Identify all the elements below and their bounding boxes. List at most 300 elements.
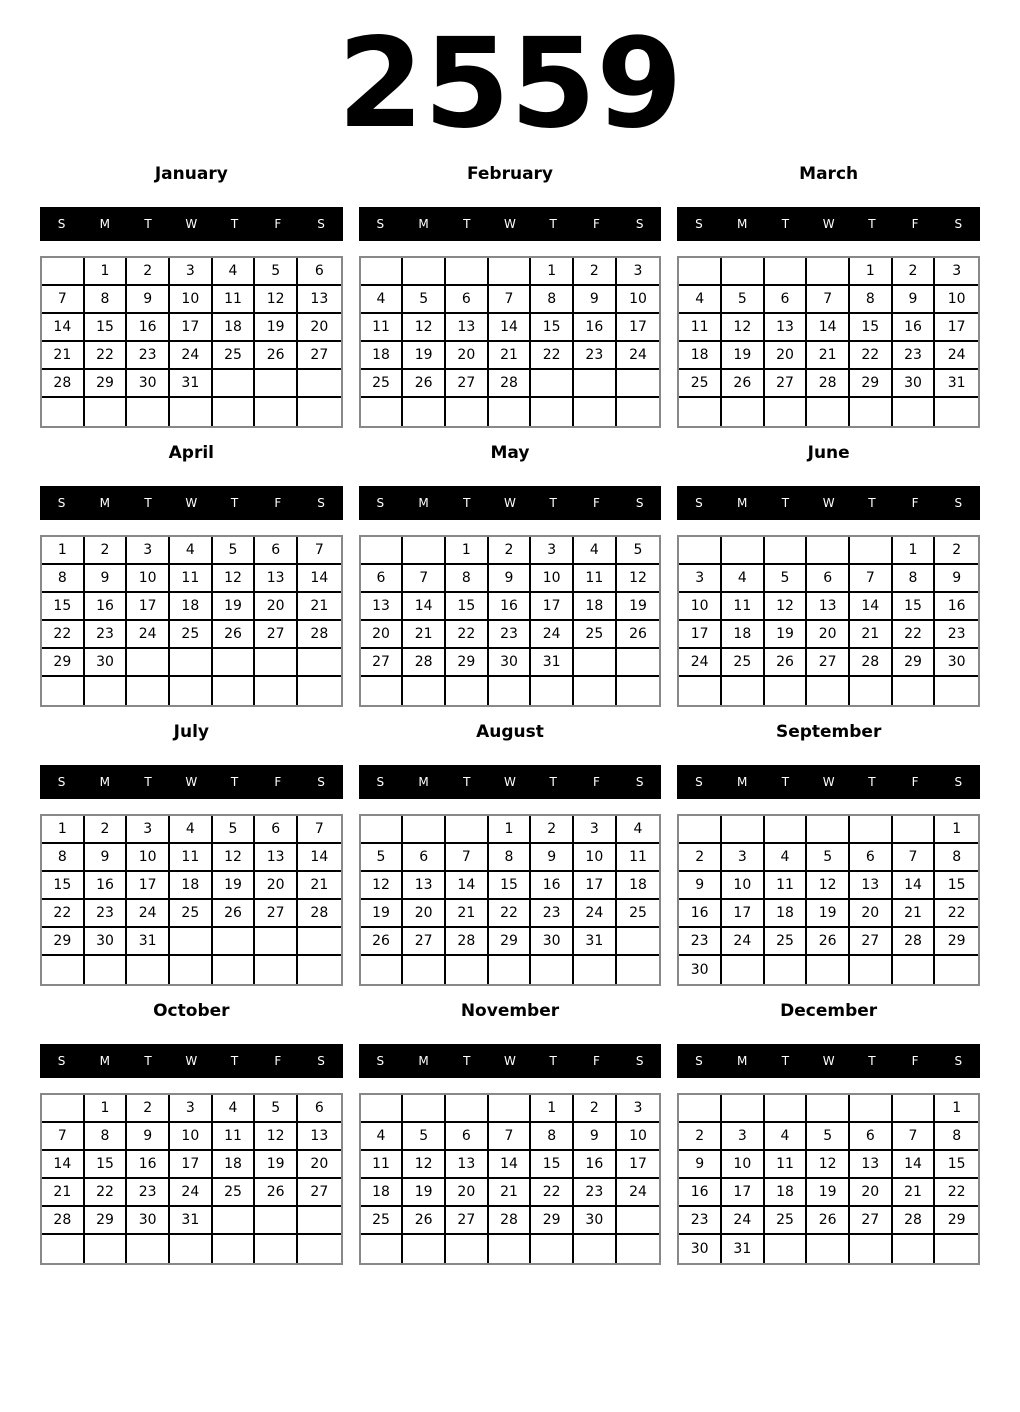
day-cell: 6: [850, 844, 893, 872]
empty-day-cell: [298, 1207, 341, 1235]
day-cell: 24: [617, 342, 660, 370]
empty-day-cell: [807, 537, 850, 565]
day-cell: 15: [85, 314, 128, 342]
day-cell: 5: [807, 1123, 850, 1151]
empty-day-cell: [170, 956, 213, 984]
empty-day-cell: [170, 1235, 213, 1263]
day-cell: 19: [213, 593, 256, 621]
empty-day-cell: [765, 956, 808, 984]
day-cell: 15: [531, 314, 574, 342]
empty-day-cell: [361, 1095, 404, 1123]
day-cell: 29: [935, 928, 978, 956]
empty-day-cell: [807, 258, 850, 286]
empty-day-cell: [617, 956, 660, 984]
day-cell: 26: [807, 1207, 850, 1235]
empty-day-cell: [170, 928, 213, 956]
empty-day-cell: [361, 537, 404, 565]
day-cell: 12: [403, 1151, 446, 1179]
day-cell: 23: [85, 621, 128, 649]
empty-day-cell: [531, 956, 574, 984]
weekday-label: W: [185, 1054, 198, 1068]
day-cell: 16: [893, 314, 936, 342]
day-cell: 1: [531, 1095, 574, 1123]
empty-day-cell: [679, 1095, 722, 1123]
day-cell: 14: [446, 872, 489, 900]
empty-day-cell: [807, 816, 850, 844]
weekday-label: T: [868, 217, 876, 231]
day-cell: 14: [298, 844, 341, 872]
weekday-label: T: [549, 217, 557, 231]
empty-day-cell: [361, 258, 404, 286]
day-cell: 27: [807, 649, 850, 677]
weekday-header: [40, 765, 343, 799]
day-cell: 24: [127, 900, 170, 928]
weekday-label: S: [954, 496, 963, 510]
weekday-label: T: [230, 496, 239, 510]
day-cell: 12: [722, 314, 765, 342]
day-cell: 4: [574, 537, 617, 565]
day-cell: 16: [127, 1151, 170, 1179]
day-cell: 8: [42, 844, 85, 872]
weekday-label: F: [911, 1054, 919, 1068]
weekday-header: [40, 207, 343, 241]
empty-day-cell: [617, 370, 660, 398]
day-cell: 7: [446, 844, 489, 872]
weekday-label: W: [504, 1054, 516, 1068]
day-cell: 17: [170, 314, 213, 342]
day-cell: 13: [850, 872, 893, 900]
month-block: [40, 721, 343, 986]
empty-day-cell: [893, 1235, 936, 1263]
day-cell: 5: [213, 816, 256, 844]
weekday-label: M: [99, 775, 111, 789]
day-cell: 1: [893, 537, 936, 565]
weekday-label: T: [463, 496, 471, 510]
day-cell: 5: [361, 844, 404, 872]
day-cell: 26: [765, 649, 808, 677]
weekday-label: T: [463, 775, 471, 789]
day-cell: 8: [935, 1123, 978, 1151]
day-cell: 6: [255, 537, 298, 565]
day-cell: 9: [85, 844, 128, 872]
empty-day-cell: [679, 816, 722, 844]
weekday-label: S: [57, 1054, 66, 1068]
empty-day-cell: [127, 1235, 170, 1263]
day-cell: 9: [531, 844, 574, 872]
day-cell: 1: [935, 816, 978, 844]
empty-day-cell: [574, 649, 617, 677]
empty-day-cell: [489, 258, 532, 286]
weekday-label: T: [549, 775, 557, 789]
empty-day-cell: [446, 816, 489, 844]
empty-day-cell: [403, 816, 446, 844]
month-body: [359, 256, 662, 428]
weekday-label: T: [463, 1054, 471, 1068]
day-cell: 23: [935, 621, 978, 649]
day-cell: 3: [679, 565, 722, 593]
weekday-label: M: [99, 217, 111, 231]
weekday-label: S: [954, 217, 963, 231]
day-cell: 6: [361, 565, 404, 593]
day-cell: 3: [170, 1095, 213, 1123]
day-cell: 29: [42, 928, 85, 956]
weekday-label: T: [781, 496, 790, 510]
day-cell: 16: [85, 872, 128, 900]
day-cell: 11: [765, 1151, 808, 1179]
day-cell: 20: [446, 342, 489, 370]
day-cell: 19: [617, 593, 660, 621]
day-cell: 28: [489, 370, 532, 398]
empty-day-cell: [255, 370, 298, 398]
day-cell: 30: [85, 928, 128, 956]
day-cell: 27: [850, 1207, 893, 1235]
day-cell: 14: [850, 593, 893, 621]
empty-day-cell: [255, 928, 298, 956]
weekday-label: S: [317, 1054, 325, 1068]
empty-day-cell: [617, 398, 660, 426]
day-cell: 24: [617, 1179, 660, 1207]
empty-day-cell: [807, 1095, 850, 1123]
day-cell: 21: [42, 342, 85, 370]
empty-day-cell: [298, 370, 341, 398]
empty-day-cell: [765, 398, 808, 426]
day-cell: 9: [679, 1151, 722, 1179]
weekday-label: M: [418, 496, 429, 510]
day-cell: 29: [489, 928, 532, 956]
month-block: [677, 163, 980, 428]
weekday-header: [677, 486, 980, 520]
empty-day-cell: [127, 956, 170, 984]
weekday-label: S: [317, 496, 325, 510]
empty-day-cell: [722, 816, 765, 844]
day-cell: 24: [722, 1207, 765, 1235]
empty-day-cell: [617, 1207, 660, 1235]
day-cell: 3: [935, 258, 978, 286]
day-cell: 17: [617, 314, 660, 342]
day-cell: 30: [935, 649, 978, 677]
weekday-label: S: [317, 775, 325, 789]
weekday-label: S: [376, 1054, 385, 1068]
weekday-label: S: [57, 496, 66, 510]
empty-day-cell: [893, 398, 936, 426]
weekday-label: M: [99, 496, 111, 510]
empty-day-cell: [850, 1235, 893, 1263]
month-body: [677, 814, 980, 986]
empty-day-cell: [679, 677, 722, 705]
empty-day-cell: [403, 398, 446, 426]
day-cell: 26: [807, 928, 850, 956]
empty-day-cell: [765, 816, 808, 844]
weekday-label: S: [695, 496, 703, 510]
day-cell: 25: [361, 1207, 404, 1235]
day-cell: 18: [213, 314, 256, 342]
weekday-label: T: [781, 775, 790, 789]
empty-day-cell: [679, 258, 722, 286]
day-cell: 31: [531, 649, 574, 677]
day-cell: 18: [170, 593, 213, 621]
day-cell: 15: [85, 1151, 128, 1179]
weekday-label: W: [185, 775, 198, 789]
day-cell: 30: [127, 370, 170, 398]
weekday-label: T: [549, 1054, 557, 1068]
day-cell: 25: [170, 900, 213, 928]
empty-day-cell: [679, 537, 722, 565]
weekday-label: T: [781, 1054, 790, 1068]
empty-day-cell: [935, 677, 978, 705]
day-cell: 4: [361, 286, 404, 314]
empty-day-cell: [298, 649, 341, 677]
day-cell: 6: [850, 1123, 893, 1151]
weekday-label: F: [911, 496, 919, 510]
empty-day-cell: [574, 370, 617, 398]
day-cell: 6: [807, 565, 850, 593]
day-cell: 9: [893, 286, 936, 314]
day-cell: 3: [617, 258, 660, 286]
day-cell: 2: [893, 258, 936, 286]
day-cell: 15: [446, 593, 489, 621]
day-cell: 9: [127, 1123, 170, 1151]
day-cell: 8: [531, 1123, 574, 1151]
day-cell: 22: [531, 1179, 574, 1207]
month-block: [677, 721, 980, 986]
month-title: July: [173, 722, 209, 742]
day-cell: 23: [127, 1179, 170, 1207]
day-cell: 4: [213, 258, 256, 286]
day-cell: 13: [361, 593, 404, 621]
day-cell: 27: [255, 621, 298, 649]
day-cell: 11: [170, 565, 213, 593]
day-cell: 15: [531, 1151, 574, 1179]
day-cell: 7: [298, 816, 341, 844]
day-cell: 21: [489, 342, 532, 370]
day-cell: 10: [531, 565, 574, 593]
day-cell: 6: [298, 258, 341, 286]
weekday-label: W: [504, 217, 516, 231]
empty-day-cell: [127, 677, 170, 705]
day-cell: 7: [489, 286, 532, 314]
weekday-header: [359, 1044, 662, 1078]
empty-day-cell: [807, 956, 850, 984]
empty-day-cell: [574, 1235, 617, 1263]
weekday-label: T: [549, 496, 557, 510]
empty-day-cell: [935, 1235, 978, 1263]
month-block: [40, 1000, 343, 1265]
empty-day-cell: [722, 1095, 765, 1123]
day-cell: 22: [42, 621, 85, 649]
weekday-header: [359, 765, 662, 799]
day-cell: 25: [170, 621, 213, 649]
weekday-label: W: [822, 1054, 835, 1068]
weekday-label: S: [695, 775, 703, 789]
day-cell: 6: [298, 1095, 341, 1123]
month-title: August: [476, 722, 544, 742]
day-cell: 27: [850, 928, 893, 956]
weekday-label: M: [418, 775, 429, 789]
empty-day-cell: [531, 677, 574, 705]
empty-day-cell: [765, 1095, 808, 1123]
weekday-label: T: [144, 775, 152, 789]
day-cell: 6: [255, 816, 298, 844]
day-cell: 12: [617, 565, 660, 593]
empty-day-cell: [850, 1095, 893, 1123]
day-cell: 27: [298, 1179, 341, 1207]
day-cell: 29: [85, 370, 128, 398]
day-cell: 18: [765, 1179, 808, 1207]
empty-day-cell: [170, 398, 213, 426]
day-cell: 18: [361, 1179, 404, 1207]
day-cell: 25: [765, 928, 808, 956]
day-cell: 26: [213, 621, 256, 649]
weekday-label: M: [737, 1054, 748, 1068]
day-cell: 2: [679, 1123, 722, 1151]
empty-day-cell: [446, 258, 489, 286]
day-cell: 22: [850, 342, 893, 370]
day-cell: 24: [127, 621, 170, 649]
day-cell: 26: [617, 621, 660, 649]
weekday-header: [677, 765, 980, 799]
day-cell: 7: [403, 565, 446, 593]
empty-day-cell: [574, 677, 617, 705]
day-cell: 24: [170, 1179, 213, 1207]
empty-day-cell: [213, 1235, 256, 1263]
day-cell: 5: [403, 286, 446, 314]
day-cell: 19: [765, 621, 808, 649]
empty-day-cell: [489, 1235, 532, 1263]
weekday-label: M: [99, 1054, 111, 1068]
day-cell: 4: [765, 1123, 808, 1151]
day-cell: 18: [617, 872, 660, 900]
day-cell: 14: [893, 872, 936, 900]
day-cell: 11: [765, 872, 808, 900]
weekday-label: S: [57, 217, 66, 231]
day-cell: 21: [298, 593, 341, 621]
weekday-label: S: [376, 496, 385, 510]
empty-day-cell: [489, 956, 532, 984]
day-cell: 2: [679, 844, 722, 872]
day-cell: 22: [446, 621, 489, 649]
empty-day-cell: [531, 370, 574, 398]
empty-day-cell: [893, 956, 936, 984]
day-cell: 7: [850, 565, 893, 593]
month-title: November: [460, 1001, 560, 1021]
weekday-label: S: [954, 1054, 963, 1068]
day-cell: 19: [722, 342, 765, 370]
weekday-label: W: [822, 775, 835, 789]
day-cell: 21: [489, 1179, 532, 1207]
day-cell: 10: [617, 1123, 660, 1151]
day-cell: 29: [446, 649, 489, 677]
day-cell: 3: [722, 1123, 765, 1151]
day-cell: 12: [213, 565, 256, 593]
day-cell: 19: [403, 1179, 446, 1207]
day-cell: 29: [893, 649, 936, 677]
empty-day-cell: [42, 1095, 85, 1123]
empty-day-cell: [850, 677, 893, 705]
day-cell: 14: [893, 1151, 936, 1179]
month-title: May: [490, 443, 530, 463]
weekday-label: T: [230, 1054, 239, 1068]
day-cell: 10: [574, 844, 617, 872]
day-cell: 20: [255, 872, 298, 900]
day-cell: 21: [850, 621, 893, 649]
empty-day-cell: [935, 956, 978, 984]
month-body: [359, 1093, 662, 1265]
day-cell: 18: [361, 342, 404, 370]
day-cell: 11: [722, 593, 765, 621]
day-cell: 16: [679, 900, 722, 928]
day-cell: 20: [255, 593, 298, 621]
day-cell: 4: [170, 537, 213, 565]
day-cell: 28: [403, 649, 446, 677]
day-cell: 26: [255, 342, 298, 370]
weekday-label: T: [868, 775, 876, 789]
empty-day-cell: [403, 1095, 446, 1123]
day-cell: 15: [893, 593, 936, 621]
day-cell: 17: [722, 900, 765, 928]
day-cell: 19: [213, 872, 256, 900]
day-cell: 4: [765, 844, 808, 872]
empty-day-cell: [489, 677, 532, 705]
day-cell: 23: [85, 900, 128, 928]
day-cell: 19: [403, 342, 446, 370]
day-cell: 8: [531, 286, 574, 314]
day-cell: 2: [574, 1095, 617, 1123]
day-cell: 11: [361, 314, 404, 342]
day-cell: 6: [403, 844, 446, 872]
empty-day-cell: [255, 1235, 298, 1263]
month-title: February: [466, 164, 554, 184]
weekday-label: S: [635, 775, 644, 789]
day-cell: 17: [722, 1179, 765, 1207]
day-cell: 24: [722, 928, 765, 956]
day-cell: 2: [574, 258, 617, 286]
empty-day-cell: [170, 649, 213, 677]
empty-day-cell: [446, 1235, 489, 1263]
month-body: [359, 535, 662, 707]
day-cell: 10: [170, 1123, 213, 1151]
day-cell: 2: [489, 537, 532, 565]
month-body: [40, 256, 343, 428]
weekday-label: W: [504, 496, 516, 510]
empty-day-cell: [446, 398, 489, 426]
day-cell: 17: [127, 872, 170, 900]
day-cell: 8: [85, 286, 128, 314]
day-cell: 19: [807, 900, 850, 928]
day-cell: 2: [127, 1095, 170, 1123]
empty-day-cell: [213, 398, 256, 426]
empty-day-cell: [85, 398, 128, 426]
weekday-label: T: [463, 217, 471, 231]
empty-day-cell: [127, 398, 170, 426]
day-cell: 3: [170, 258, 213, 286]
empty-day-cell: [403, 537, 446, 565]
day-cell: 25: [213, 342, 256, 370]
weekday-header: [40, 1044, 343, 1078]
day-cell: 18: [170, 872, 213, 900]
day-cell: 1: [935, 1095, 978, 1123]
month-body: [40, 1093, 343, 1265]
weekday-label: T: [868, 1054, 876, 1068]
day-cell: 23: [679, 1207, 722, 1235]
day-cell: 23: [893, 342, 936, 370]
day-cell: 22: [85, 342, 128, 370]
weekday-label: F: [274, 217, 282, 231]
day-cell: 15: [850, 314, 893, 342]
day-cell: 1: [489, 816, 532, 844]
day-cell: 3: [574, 816, 617, 844]
day-cell: 23: [531, 900, 574, 928]
day-cell: 6: [765, 286, 808, 314]
